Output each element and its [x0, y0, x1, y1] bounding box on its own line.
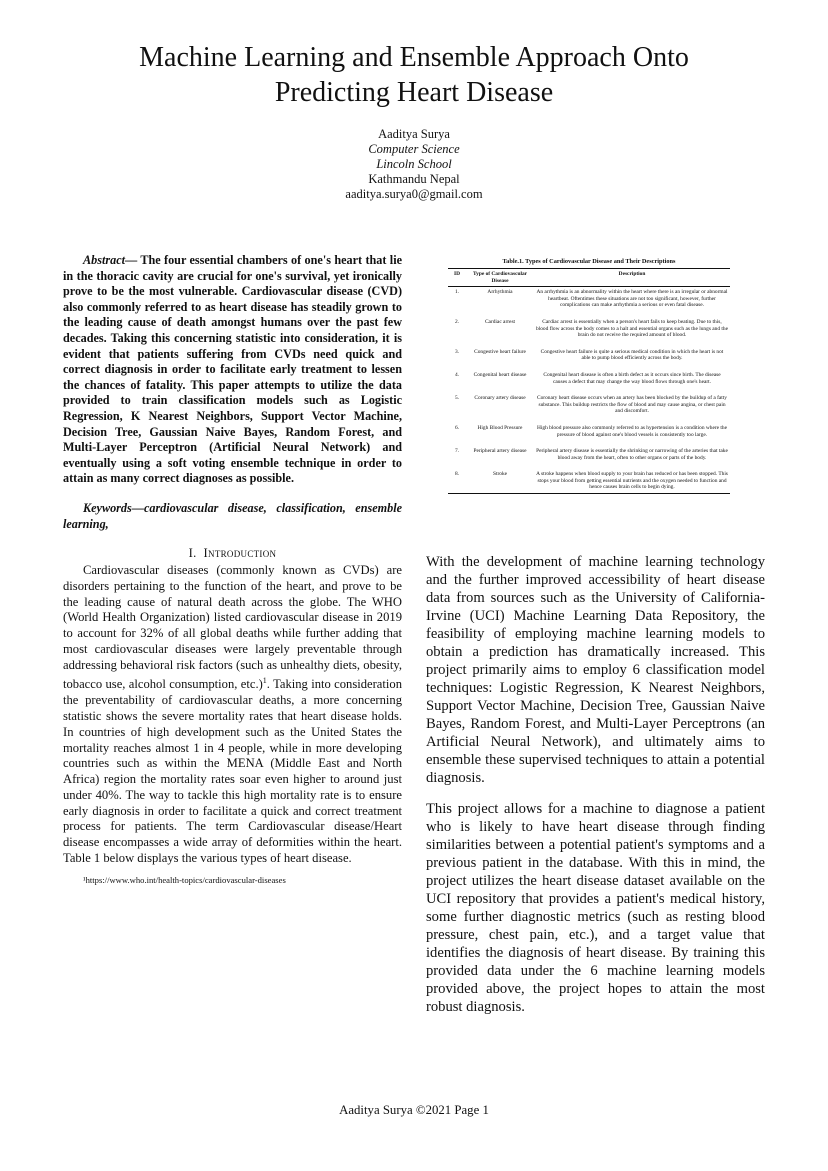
row-id: 3.	[454, 348, 460, 355]
table-1	[448, 258, 730, 494]
page-footer: Aaditya Surya ©2021 Page 1	[339, 1103, 489, 1117]
row-type: High Blood Pressure	[477, 424, 523, 431]
intro-text-part1: Cardiovascular diseases (commonly known as CVDs) are disorders pertaining to the function of the heart, and prove to be the leading cause of natural death across the globe. The WHO (World Health Organization) listed cardiovascular disease in 2019 to account for 32% of all global deaths while further adding that most cardiovascular diseases were largely preventable through addressing behavioral risk factors (such as unhealthy diets, obesity, tobacco use, alcohol consumption, etc.)	[63, 563, 402, 692]
row-description: Cardiac arrest is essentially when a person's heart fails to keep beating. Due to this, blood flow across the body comes to a halt and essential organs such as the lungs and the brain do not receive the required amount of blood.	[536, 318, 728, 339]
row-type: Congenital heart disease	[473, 371, 527, 378]
author-email: aaditya.surya0@gmail.com	[345, 187, 483, 201]
row-id: 1.	[454, 289, 460, 296]
title-line-1: Machine Learning and Ensemble Approach Onto	[139, 42, 689, 73]
table-row	[448, 317, 730, 347]
row-id: 6.	[454, 424, 460, 431]
row-type: Cardiac arrest	[484, 318, 516, 325]
row-description: Peripheral artery disease is essentially the shrinking or narrowing of the arteries that take blood away from the heart, often to other organs or parts of the body.	[536, 448, 728, 461]
introduction-paragraph	[63, 563, 402, 866]
abstract	[63, 253, 402, 487]
intro-text-part2: . Taking into consideration the preventability of cardiovascular deaths, a more concerning statistic shows the severe mortality rates that heart disease holds. In countries of high development such as the United States the mortality reaches almost 1 in 4 people, while in more developing countries such as within the MENA (Middle East and North Africa) region the mortality rates soar even higher to around just under 40%. The way to tackle this high mortality rate is to ensure early diagnosis in order to facilitate a quick and correct treatment process for patients. The term Cardiovascular disease/Heart disease encompasses a wide array of deformities within the heart. Table 1 below displays the various types of heart disease.	[63, 677, 402, 865]
header-type: Type of Cardiovascular Disease	[466, 269, 534, 287]
table-row	[448, 423, 730, 446]
table-body	[448, 287, 730, 494]
disease-table	[448, 268, 730, 494]
author-name: Aaditya Surya	[378, 127, 450, 141]
author-block	[214, 127, 614, 202]
row-type: Arrhythmia	[487, 289, 513, 296]
table-row	[448, 469, 730, 493]
footnote-link[interactable]: ¹https://www.who.int/health-topics/cardiovascular-diseases	[83, 874, 286, 885]
row-type: Congestive heart failure	[474, 348, 526, 355]
row-id: 2.	[454, 318, 460, 325]
table-header-row	[448, 269, 730, 287]
section-title: Introduction	[203, 546, 277, 561]
row-id: 8.	[448, 469, 466, 493]
right-column-para1	[426, 553, 765, 787]
section-number: I.	[188, 546, 197, 561]
table-row	[448, 393, 730, 423]
right-column-para2	[426, 800, 765, 1016]
row-id: 4.	[454, 371, 460, 378]
row-description: Congenital heart disease is often a birth defect as it occurs since birth. The disease causes a defect that may change the way blood flows through one's heart.	[543, 371, 721, 385]
author-school: Lincoln School	[376, 157, 452, 171]
body-paragraph-project: This project allows for a machine to diagnose a patient who is likely to have heart disease through finding similarities between a potential patient's symptoms and a previous patient in the database. With this in mind, the project utilizes the heart disease dataset available on the UCI repository that provides a patient's medical history, some further diagnostic metrics (such as resting blood pressure, chest pain, etc.), and a target value that identifies the diagnosis of heart disease. By training this provided data under the 6 machine learning models provided above, the project hopes to attain the most robust diagnosis.	[426, 801, 765, 1015]
footnote-marker: 1	[262, 676, 267, 686]
abstract-text: — The four essential chambers of one's heart that lie in the thoracic cavity are crucial for one's survival, yet ironically prove to be the most vulnerable. Cardiovascular disease (CVD) also commonly referred to as heart disease has steadily grown to the leading cause of death amongst humans over the past few decades. Taking this concerning statistic into consideration, it is evident that patients suffering from CVDs need quick and correct diagnosis in order to facilitate early treatment to lessen the chances of fatality. This paper attempts to utilize the data provided to train classification models such as Logistic Regression, K Nearest Neighbors, Support Vector Machine, Decision Tree, Gaussian Naive Bayes, Random Forest, and Multi-Layer Perceptron (Artificial Neural Network) and eventually using a soft voting ensemble technique in order to attain as many correct diagnoses as possible.	[63, 253, 402, 486]
table-caption: Table.1. Types of Cardiovascular Disease and Their Descriptions	[502, 258, 676, 265]
table-row	[448, 446, 730, 469]
left-column	[63, 253, 402, 885]
row-description: High blood pressure also commonly referred to as hypertension is a condition where the pressure of blood against one's blood vessels is consistently too large.	[537, 424, 727, 438]
row-type: Stroke	[466, 469, 534, 493]
section-heading	[63, 546, 402, 561]
author-city: Kathmandu Nepal	[368, 172, 460, 186]
title-line-2: Predicting Heart Disease	[274, 77, 554, 108]
row-type: Coronary artery disease	[474, 395, 526, 402]
row-description: An arrhythmia is an abnormality within the heart where there is an irregular or abnormal heartbeat. Oftentimes these situations are not too significant, however, further complications can make arrhythmia a serious or even fatal disease.	[536, 289, 728, 309]
author-department: Computer Science	[368, 142, 460, 156]
body-paragraph-ml: With the development of machine learning technology and the further improved accessibility of heart disease data from sources such as the University of California-Irvine (UCI) Machine Learning Data Repository, the feasibility of employing machine learning models to obtain a prediction has dramatically increased. This project primarily aims to employ 6 classification model techniques: Logistic Regression, K Nearest Neighbors, Support Vector Machine, Decision Tree, Gaussian Naive Bayes, Random Forest, and Multi-Layer Perceptrons (an Artificial Neural Network), and ultimately aims to ensemble these supervised techniques to attain a potential diagnosis.	[426, 554, 765, 786]
paper-title	[60, 40, 768, 110]
table-row	[448, 347, 730, 370]
row-id: 7.	[454, 448, 460, 455]
abstract-lead: Abstract	[83, 253, 125, 267]
row-id: 5.	[454, 395, 460, 402]
row-type: Peripheral artery disease	[473, 448, 527, 455]
row-description: Congestive heart failure is quite a serious medical condition in which the heart is not able to pump blood efficiently across the body.	[540, 348, 724, 362]
header-description: Description	[534, 269, 730, 287]
header-id: ID	[448, 269, 466, 287]
table-row	[448, 370, 730, 393]
table-row	[448, 287, 730, 317]
row-description: A stroke happens when blood supply to your brain has reduced or has been stopped. This stops your blood from getting essential nutrients and the oxygen needed to function and hence causes brain cells to begin dying.	[534, 469, 730, 493]
keywords: Keywords—cardiovascular disease, classification, ensemble learning,	[63, 500, 402, 531]
row-description: Coronary heart disease occurs when an artery has been blocked by the buildup of a fatty substance. This buildup restricts the flow of blood and may cause angina, or chest pain and discomfort.	[537, 395, 727, 415]
